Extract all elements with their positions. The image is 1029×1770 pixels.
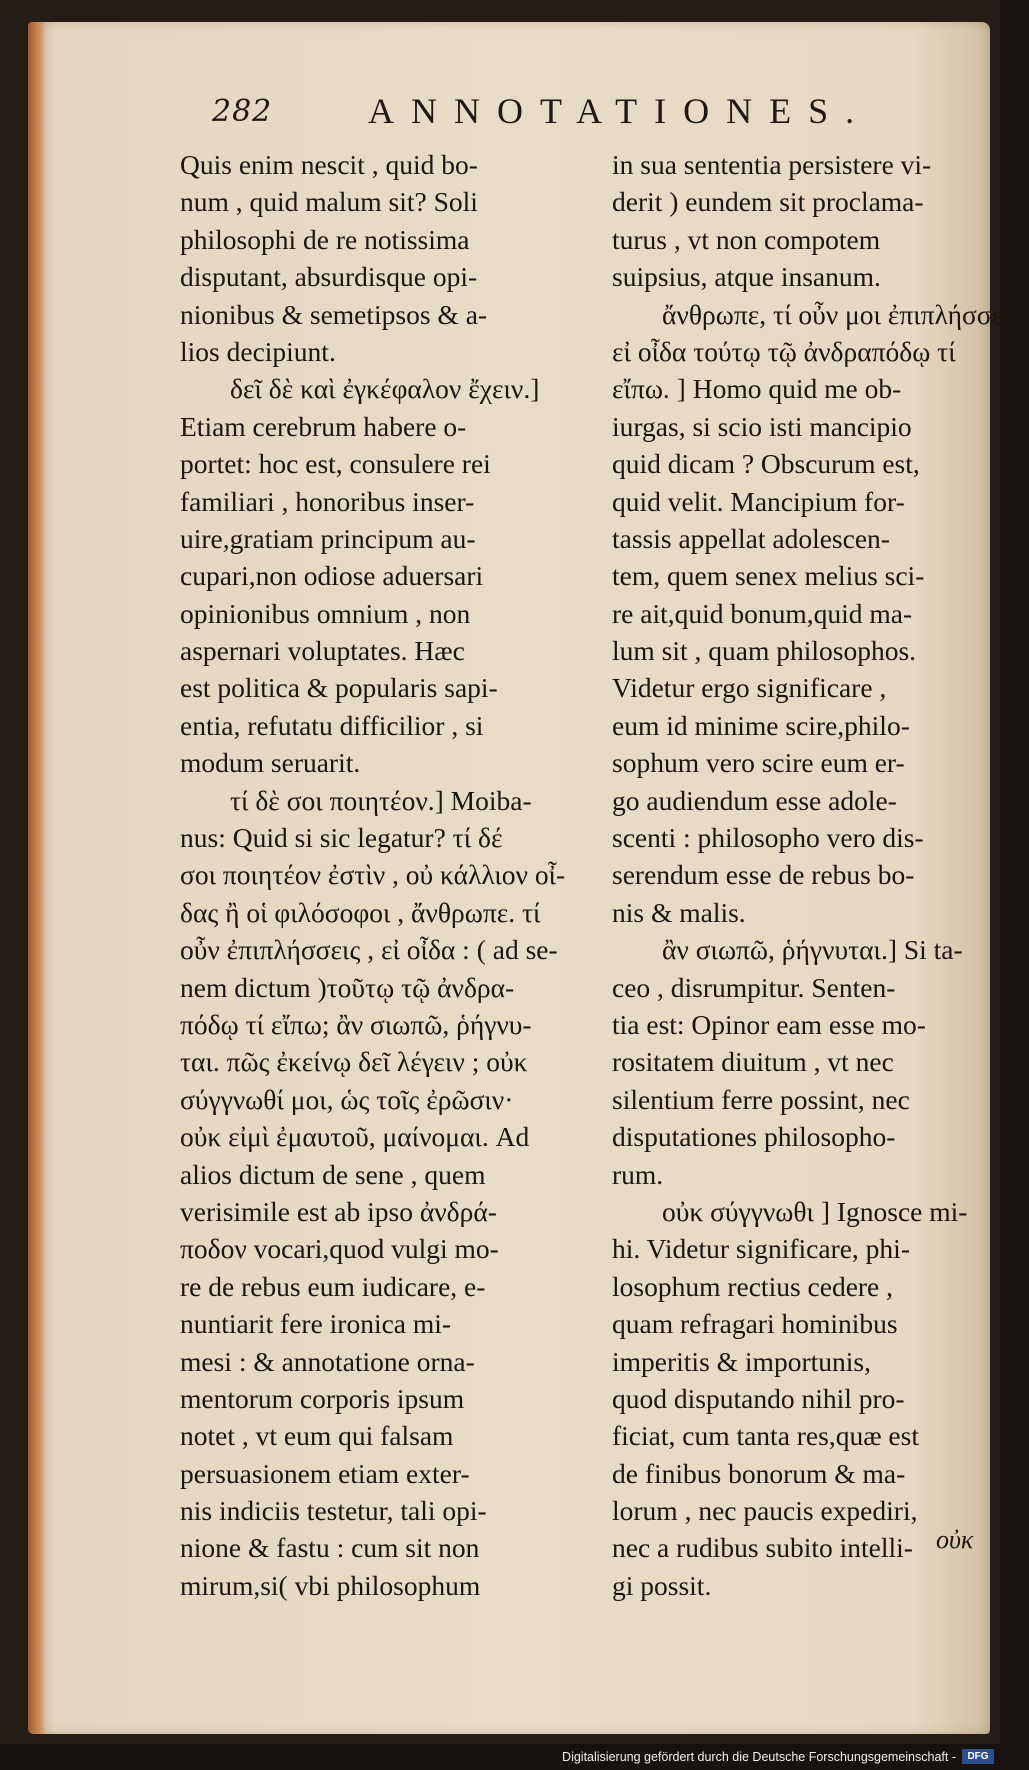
text-line: nuntiarit fere ironica mi-: [180, 1308, 452, 1340]
text-line: nus: Quid si sic legatur? τί δέ: [180, 822, 503, 854]
text-line: quod disputando nihil pro-: [612, 1382, 905, 1414]
text-line: ficiat, cum tanta res,quæ est: [612, 1420, 919, 1452]
text-line: nionibus & semetipsos & a-: [180, 298, 488, 330]
text-line: in sua sententia persistere vi-: [612, 149, 932, 180]
text-line: δεῖ δὲ καὶ ἐγκέφαλον ἔχειν.]: [230, 373, 540, 405]
text-line: quam refragari hominibus: [612, 1308, 898, 1340]
text-line: philosophi de re notissima: [180, 223, 470, 255]
text-line: num , quid malum sit? Soli: [180, 186, 478, 218]
text-line: disputant, absurdisque opi-: [180, 261, 478, 293]
text-line: de finibus bonorum & ma-: [612, 1457, 906, 1489]
text-line: eum id minime scire,philo-: [612, 709, 910, 741]
text-line: alios dictum de sene , quem: [180, 1158, 486, 1190]
text-line: disputationes philosopho-: [612, 1121, 896, 1153]
text-line: tem, quem senex melius sci-: [612, 560, 925, 592]
text-line: turus , vt non compotem: [612, 223, 881, 255]
text-line: scenti : philosopho vero dis-: [612, 822, 924, 854]
text-line: imperitis & importunis,: [612, 1345, 871, 1377]
text-line: nis indiciis testetur, tali opi-: [180, 1495, 487, 1527]
text-line: verisimile est ab ipso ἀνδρά-: [180, 1195, 497, 1227]
text-line: εἰ οἶδα τούτῳ τῷ ἀνδραπόδῳ τί: [612, 335, 956, 367]
text-line: lorum , nec paucis expediri,: [612, 1495, 918, 1527]
text-line: re ait,quid bonum,quid ma-: [612, 597, 913, 629]
text-line: re de rebus eum iudicare, e-: [180, 1270, 486, 1302]
dfg-logo: DFG: [962, 1749, 994, 1764]
text-line: lios decipiunt.: [180, 335, 336, 367]
text-column-left: [180, 146, 565, 1604]
text-line: σοι ποιητέον ἐστὶν , οὐ κάλλιον οἶ-: [180, 859, 566, 891]
text-line: tia est: Opinor eam esse mo-: [612, 1008, 926, 1040]
text-line: gi possit.: [612, 1569, 712, 1601]
text-line: est politica & popularis sapi-: [180, 672, 498, 704]
funding-notice: Digitalisierung gefördert durch die Deutsche Forschungsgemeinschaft -: [562, 1750, 956, 1764]
footer-bar: [0, 1744, 1000, 1770]
text-line: notet , vt eum qui falsam: [180, 1420, 454, 1452]
text-line: aspernari voluptates. Hæc: [180, 635, 465, 667]
text-line: quid dicam ? Obscurum est,: [612, 448, 920, 480]
text-line: portet: hoc est, consulere rei: [180, 448, 491, 480]
text-line: mirum,si( vbi philosophum: [180, 1569, 481, 1601]
text-line: Etiam cerebrum habere o-: [180, 410, 467, 442]
text-line: hi. Videtur significare, phi-: [612, 1233, 910, 1265]
text-line: modum seruarit.: [180, 747, 361, 779]
text-line: losophum rectius cedere ,: [612, 1270, 894, 1302]
catchword: οὐκ: [936, 1525, 974, 1554]
page-binding-edge: [28, 22, 46, 1734]
text-line: τί δὲ σοι ποιητέον.] Moiba-: [230, 784, 532, 816]
text-line: sophum vero scire eum er-: [612, 747, 905, 779]
text-line: σύγγνωθί μοι, ὡς τοῖς ἐρῶσιν·: [180, 1083, 514, 1115]
text-line: uire,gratiam principum au-: [180, 522, 476, 554]
text-line: Videtur ergo significare ,: [612, 672, 887, 704]
text-line: go audiendum esse adole-: [612, 784, 897, 816]
text-line: opinionibus omnium , non: [180, 597, 471, 629]
text-line: οὐκ σύγγνωθι ] Ignosce mi-: [662, 1195, 968, 1227]
page-number: 282: [212, 94, 273, 129]
text-line: lum sit , quam philosophos.: [612, 635, 917, 667]
text-line: tassis appellat adolescen-: [612, 522, 890, 554]
text-line: εἴπω. ] Homo quid me ob-: [612, 373, 902, 405]
text-line: mentorum corporis ipsum: [180, 1382, 465, 1414]
text-line: familiari , honoribus inser-: [180, 485, 475, 517]
text-line: nec a rudibus subito intelli-: [612, 1532, 913, 1564]
text-line: silentium ferre possint, nec: [612, 1083, 910, 1115]
text-line: suipsius, atque insanum.: [612, 261, 881, 293]
text-line: entia, refutatu difficilior , si: [180, 709, 484, 741]
text-line: serendum esse de rebus bo-: [612, 859, 915, 891]
text-line: nem dictum )τοῦτῳ τῷ ἀνδρα-: [180, 971, 515, 1003]
text-line: πόδῳ τί εἴπω; ἂν σιωπῶ, ῥήγνυ-: [180, 1008, 532, 1040]
text-line: ἄνθρωπε, τί οὖν μοι ἐπιπλήσσεις;: [662, 298, 1029, 330]
text-line: derit ) eundem sit proclama-: [612, 186, 924, 218]
running-head: ANNOTATIONES.: [368, 91, 872, 131]
text-line: οὖν ἐπιπλήσσεις , εἰ οἶδα : ( ad se-: [180, 934, 558, 966]
text-column-right: [612, 146, 1029, 1604]
text-line: Quis enim nescit , quid bo-: [180, 149, 478, 180]
text-line: ἂν σιωπῶ, ῥήγνυται.] Si ta-: [662, 934, 963, 966]
text-line: rositatem diuitum , vt nec: [612, 1046, 894, 1078]
text-line: δας ἢ οἱ φιλόσοφοι , ἄνθρωπε. τί: [180, 896, 541, 928]
text-line: mesi : & annotatione orna-: [180, 1345, 475, 1377]
text-line: ται. πῶς ἐκείνῳ δεῖ λέγειν ; οὐκ: [180, 1046, 528, 1078]
page-header: [212, 90, 872, 136]
text-line: persuasionem etiam exter-: [180, 1457, 470, 1489]
text-line: cupari,non odiose aduersari: [180, 560, 484, 592]
text-line: nione & fastu : cum sit non: [180, 1532, 480, 1564]
text-line: quid velit. Mancipium for-: [612, 485, 905, 517]
text-line: iurgas, si scio isti mancipio: [612, 410, 912, 442]
text-line: ceo , disrumpitur. Senten-: [612, 971, 896, 1003]
text-line: οὐκ εἰμὶ ἐμαυτοῦ, μαίνομαι. Ad: [180, 1121, 530, 1153]
text-line: ποδον vocari,quod vulgi mo-: [180, 1233, 499, 1265]
text-line: rum.: [612, 1158, 664, 1190]
text-line: nis & malis.: [612, 896, 746, 928]
